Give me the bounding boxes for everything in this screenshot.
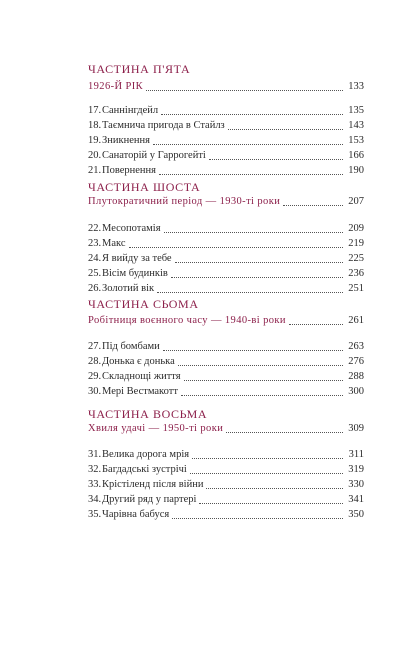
- chapter-title: Я вийду за тебе: [102, 253, 172, 264]
- toc-chapter-row: [88, 448, 364, 462]
- dot-leader: [190, 473, 343, 474]
- toc-page-number: 166: [348, 150, 364, 161]
- chapter-title: Під бомбами: [102, 341, 160, 352]
- chapter-title: Повернення: [102, 165, 156, 176]
- dot-leader: [161, 114, 343, 115]
- part-6-heading-row: [88, 195, 364, 209]
- toc-heading-title: 1926-Й РІК: [88, 81, 144, 92]
- toc-heading-title: Робітниця воєнного часу — 1940-ві роки: [88, 315, 286, 326]
- toc-page-number: 225: [348, 253, 364, 264]
- chapter-number: 29.: [88, 371, 102, 382]
- toc-page-number: 311: [348, 449, 364, 460]
- chapter-title: Велика дорога мрія: [102, 449, 190, 460]
- dot-leader: [153, 144, 343, 145]
- toc-chapter-row: [88, 252, 364, 266]
- toc-chapter-row: [88, 237, 364, 251]
- toc-page-number: 261: [348, 315, 364, 326]
- part-6-title: ЧАСТИНА ШОСТА: [88, 180, 201, 194]
- part-7-title: ЧАСТИНА СЬОМА: [88, 297, 199, 311]
- chapter-number: 32.: [88, 464, 102, 475]
- dot-leader: [178, 365, 343, 366]
- toc-page-number: 133: [348, 81, 364, 92]
- dot-leader: [129, 247, 344, 248]
- toc-chapter-row: [88, 149, 364, 163]
- dot-leader: [226, 432, 343, 433]
- toc-chapter-row: [88, 463, 364, 477]
- dot-leader: [157, 292, 343, 293]
- toc-chapter-row: [88, 370, 364, 384]
- chapter-number: 35.: [88, 509, 102, 520]
- toc-chapter-row: [88, 355, 364, 369]
- toc-page-number: 309: [348, 423, 364, 434]
- chapter-title: Мері Вестмакотт: [102, 386, 178, 397]
- toc-heading-title: Хвиля удачі — 1950-ті роки: [88, 423, 224, 434]
- chapter-title: Таємнича пригода в Стайлз: [102, 120, 225, 131]
- chapter-number: 20.: [88, 150, 102, 161]
- chapter-title: Донька є донька: [102, 356, 175, 367]
- toc-page-number: 350: [348, 509, 364, 520]
- toc-page-number: 219: [348, 238, 364, 249]
- toc-chapter-row: [88, 222, 364, 236]
- dot-leader: [163, 350, 343, 351]
- chapter-number: 27.: [88, 341, 102, 352]
- part-8-title: ЧАСТИНА ВОСЬМА: [88, 407, 208, 421]
- dot-leader: [172, 518, 343, 519]
- part-5-title: ЧАСТИНА П'ЯТА: [88, 62, 191, 76]
- toc-chapter-row: [88, 104, 364, 118]
- chapter-number: 33.: [88, 479, 102, 490]
- toc-chapter-row: [88, 478, 364, 492]
- dot-leader: [175, 262, 343, 263]
- dot-leader: [146, 90, 343, 91]
- chapter-number: 26.: [88, 283, 102, 294]
- chapter-title: Крістіленд після війни: [102, 479, 204, 490]
- dot-leader: [184, 380, 343, 381]
- chapter-number: 25.: [88, 268, 102, 279]
- toc-heading-title: Плутократичний період — 1930-ті роки: [88, 196, 281, 207]
- chapter-title: Зникнення: [102, 135, 150, 146]
- part-8-heading-row: [88, 422, 364, 436]
- toc-page-number: 236: [348, 268, 364, 279]
- toc-chapter-row: [88, 119, 364, 133]
- toc-page-number: 143: [348, 120, 364, 131]
- dot-leader: [206, 488, 343, 489]
- toc-chapter-row: [88, 508, 364, 522]
- chapter-title: Чарівна бабуся: [102, 509, 170, 520]
- dot-leader: [283, 205, 343, 206]
- toc-page-number: 207: [348, 196, 364, 207]
- part-7-heading-row: [88, 314, 364, 328]
- toc-page-number: 330: [348, 479, 364, 490]
- chapter-title: Другий ряд у партері: [102, 494, 197, 505]
- toc-chapter-row: [88, 134, 364, 148]
- chapter-title: Золотий вік: [102, 283, 155, 294]
- toc-page-number: 251: [348, 283, 364, 294]
- chapter-number: 19.: [88, 135, 102, 146]
- toc-page-number: 263: [348, 341, 364, 352]
- part-5-heading-row: [88, 80, 364, 94]
- chapter-number: 18.: [88, 120, 102, 131]
- chapter-title: Складнощі життя: [102, 371, 181, 382]
- chapter-number: 24.: [88, 253, 102, 264]
- toc-page-number: 153: [348, 135, 364, 146]
- toc-page-number: 209: [348, 223, 364, 234]
- toc-chapter-row: [88, 267, 364, 281]
- toc-page-number: 341: [348, 494, 364, 505]
- dot-leader: [199, 503, 343, 504]
- chapter-number: 30.: [88, 386, 102, 397]
- chapter-title: Санаторій у Гаррогейті: [102, 150, 206, 161]
- dot-leader: [228, 129, 343, 130]
- dot-leader: [209, 159, 343, 160]
- toc-chapter-row: [88, 493, 364, 507]
- dot-leader: [192, 458, 343, 459]
- dot-leader: [289, 324, 343, 325]
- chapter-number: 28.: [88, 356, 102, 367]
- chapter-number: 17.: [88, 105, 102, 116]
- chapter-title: Макс: [102, 238, 126, 249]
- dot-leader: [159, 174, 343, 175]
- chapter-number: 21.: [88, 165, 102, 176]
- chapter-title: Вісім будинків: [102, 268, 168, 279]
- toc-page-number: 135: [348, 105, 364, 116]
- toc-page-number: 190: [348, 165, 364, 176]
- chapter-number: 34.: [88, 494, 102, 505]
- chapter-number: 22.: [88, 223, 102, 234]
- toc-page-number: 288: [348, 371, 364, 382]
- chapter-title: Багдадські зустрічі: [102, 464, 187, 475]
- dot-leader: [164, 232, 343, 233]
- dot-leader: [171, 277, 343, 278]
- toc-chapter-row: [88, 282, 364, 296]
- chapter-title: Месопотамія: [102, 223, 161, 234]
- toc-page-number: 300: [348, 386, 364, 397]
- chapter-number: 23.: [88, 238, 102, 249]
- chapter-number: 31.: [88, 449, 102, 460]
- toc-page-number: 276: [348, 356, 364, 367]
- dot-leader: [181, 395, 343, 396]
- chapter-title: Саннінгдейл: [102, 105, 159, 116]
- toc-chapter-row: [88, 340, 364, 354]
- toc-page-number: 319: [348, 464, 364, 475]
- toc-chapter-row: [88, 385, 364, 399]
- toc-chapter-row: [88, 164, 364, 178]
